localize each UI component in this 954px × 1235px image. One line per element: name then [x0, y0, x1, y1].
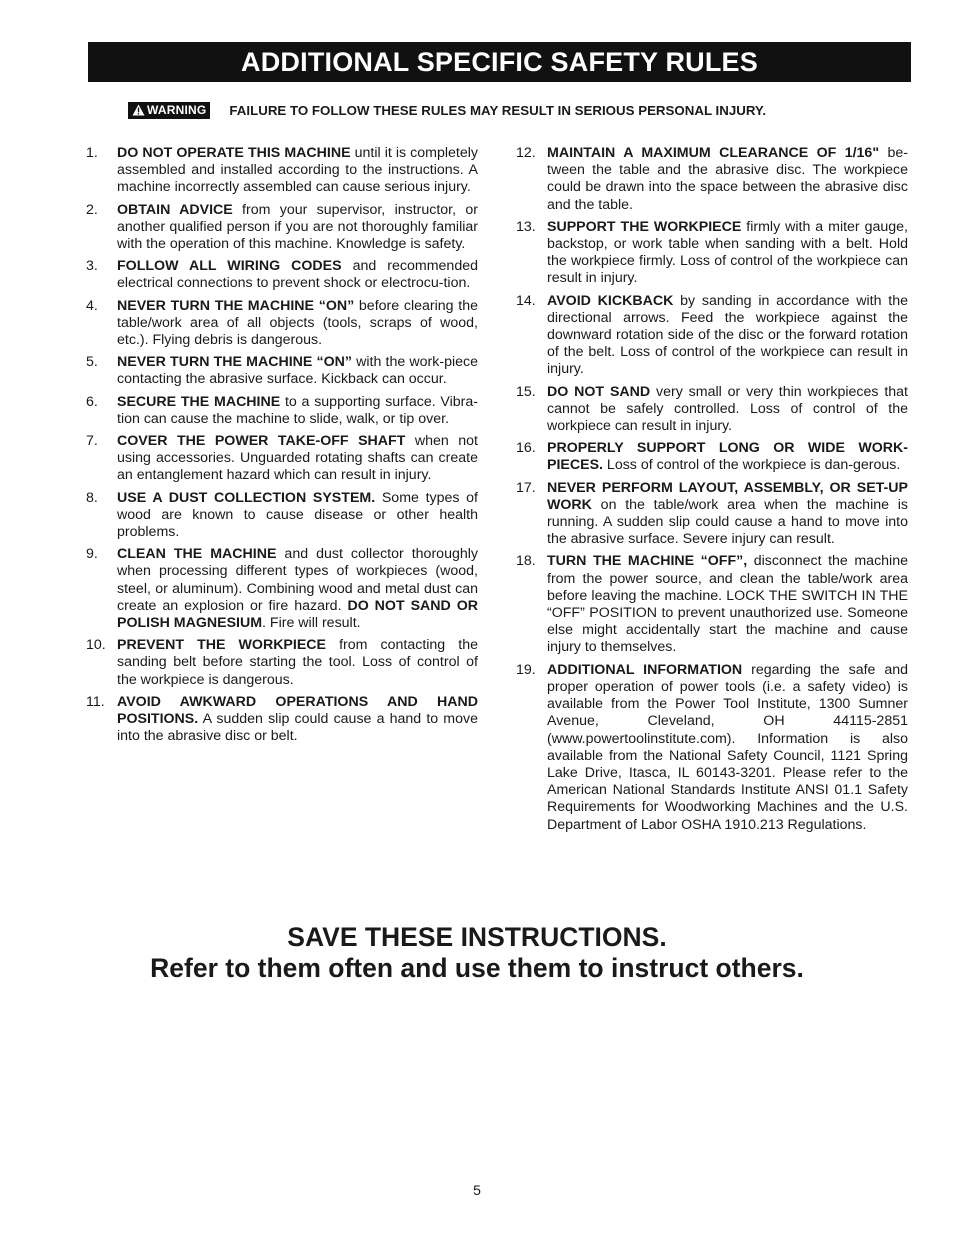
rules-column-right	[516, 145, 908, 839]
rule-body	[547, 553, 908, 656]
rule-text: when not using accessories. Unguarded rotating shafts can create an entanglement hazard which can result in injury.	[117, 433, 478, 484]
rule-item	[86, 490, 478, 542]
rule-lead: DO NOT OPERATE THIS MACHINE	[117, 145, 351, 161]
rule-number: 18.	[516, 553, 536, 570]
rule-lead: PROPERLY SUPPORT LONG OR WIDE WORK-PIECES.	[547, 440, 908, 474]
rule-text: A sudden slip could cause a hand to move into the abrasive disc or belt.	[117, 711, 478, 745]
rule-body	[117, 202, 478, 254]
rule-lead: FOLLOW ALL WIRING CODES	[117, 258, 342, 275]
rule-lead: NEVER TURN THE MACHINE “ON”	[117, 297, 355, 314]
rule-item	[516, 293, 908, 379]
rule-lead: NEVER PERFORM LAYOUT, ASSEMBLY, OR SET-UP WORK	[547, 479, 908, 513]
rule-body	[547, 219, 908, 288]
rule-item	[86, 145, 478, 197]
rule-body	[547, 384, 908, 436]
section-title: ADDITIONAL SPECIFIC SAFETY RULES	[241, 46, 758, 77]
rule-body	[117, 354, 478, 388]
rule-lead: COVER THE POWER TAKE-OFF SHAFT	[117, 433, 406, 450]
save-instructions-line-1: SAVE THESE INSTRUCTIONS.	[287, 922, 667, 952]
rule-number: 15.	[516, 383, 536, 400]
rule-text: from your supervisor, instructor, or another qualified person if you are not thoroughly familiar with the operation of this machine. Knowledge is safety.	[117, 201, 478, 253]
rule-body	[117, 490, 478, 542]
rule-lead: MAINTAIN A MAXIMUM CLEARANCE OF 1/16"	[547, 145, 880, 161]
rule-number: 1.	[86, 145, 98, 161]
rule-text: before clearing the table/work area of all objects (tools, scraps of wood, etc.). Flying debris is dangerous.	[117, 297, 478, 349]
rule-lead-secondary: DO NOT SAND OR POLISH MAGNESIUM	[117, 597, 478, 632]
rule-text: until it is completely assembled and installed according to the instructions. A machine incorrectly assembled can cause serious injury.	[117, 145, 478, 196]
rule-text: on the table/work area when the machine is running. A sudden slip could cause a hand to move into the abrasive surface. Severe injury can result.	[547, 496, 908, 548]
rule-body	[117, 394, 478, 428]
rule-item	[516, 662, 908, 834]
rule-text: from contacting the sanding belt before starting the tool. Loss of control of the workpiece is dangerous.	[117, 637, 478, 688]
rule-item	[86, 433, 478, 485]
rule-number: 13.	[516, 218, 536, 235]
rule-text: be-tween the table and the abrasive disc. The workpiece could be drawn into the space between the abrasive disc and the table.	[547, 145, 908, 213]
rules-list-right	[516, 145, 908, 834]
rule-text: regarding the safe and proper operation of power tools (i.e. a safety video) is available from the Power Tool Institute, 1300 Sumner Avenue, Cleveland, OH 44115-2851 (www.powertoolinstitute.com). Information is also available from the National Safety Council, 1121 Spring Lake Drive, Itasca, IL 60143-3201. Please refer to the American National Standards Institute ANSI 01.1 Safety Requirements for Woodworking Machines and the U.S. Department of Labor OSHA 1910.213 Regulations.	[547, 661, 909, 833]
warning-triangle-icon	[132, 104, 145, 116]
rule-lead: PREVENT THE WORKPIECE	[117, 637, 327, 654]
warning-row	[128, 100, 888, 120]
rule-item	[516, 219, 908, 288]
rule-text: with the work-piece contacting the abrasive surface. Kickback can occur.	[117, 354, 478, 388]
rule-text: very small or very thin workpieces that cannot be safely controlled. Loss of control of the workpiece can result in injury.	[547, 383, 908, 435]
rule-item	[86, 637, 478, 689]
rule-lead: AVOID KICKBACK	[547, 292, 674, 309]
rule-lead: OBTAIN ADVICE	[117, 201, 233, 218]
rule-text-secondary: . Fire will result.	[262, 615, 361, 632]
rule-number: 12.	[516, 145, 536, 161]
warning-badge-label: WARNING	[147, 103, 207, 117]
rule-text: Loss of control of the workpiece is dan-gerous.	[602, 457, 901, 474]
rule-body	[117, 546, 478, 632]
rule-text: and dust collector thoroughly when processing different types of workpieces (wood, steel, or aluminum). Combining wood and metal dust can create an explosion or fire hazard.	[117, 546, 478, 614]
rule-number: 17.	[516, 479, 536, 496]
rule-body	[547, 293, 908, 379]
rule-body	[117, 258, 478, 292]
rule-lead: DO NOT SAND	[547, 383, 651, 400]
rule-body	[117, 694, 478, 746]
rule-item	[86, 546, 478, 632]
rule-number: 19.	[516, 661, 536, 678]
page-number: 5	[473, 1182, 481, 1198]
rule-number: 4.	[86, 297, 98, 314]
rule-body	[547, 145, 908, 214]
rule-number: 16.	[516, 440, 536, 457]
rule-text: by sanding in accordance with the directional arrows. Feed the workpiece against the downward rotation side of the disc or the forward rotation of the belt. Loss of control of the workpiece can result in injury.	[547, 292, 908, 378]
rule-number: 6.	[86, 393, 98, 410]
rule-lead: NEVER TURN THE MACHINE “ON”	[117, 354, 352, 371]
rule-item	[86, 258, 478, 292]
rule-body	[117, 433, 478, 485]
save-instructions-line-2: Refer to them often and use them to instruct others.	[150, 953, 804, 983]
rule-item	[516, 553, 908, 656]
rule-item	[86, 354, 478, 388]
rule-text: firmly with a miter gauge, backstop, or work table when sanding with a belt. Hold the workpiece firmly. Loss of control of the workpiece can result in injury.	[547, 218, 908, 287]
rule-text: and recommended electrical connections to prevent shock or electrocu-tion.	[117, 258, 478, 292]
rule-body	[547, 440, 908, 474]
rule-body	[117, 298, 478, 350]
rules-column-left	[86, 145, 478, 751]
save-instructions	[0, 922, 954, 984]
rule-body	[547, 480, 908, 549]
rule-text: to a supporting surface. Vibra-tion can cause the machine to slide, walk, or tip over.	[117, 393, 478, 427]
rule-lead: SUPPORT THE WORKPIECE	[547, 218, 742, 235]
rule-number: 9.	[86, 546, 98, 563]
warning-badge	[128, 102, 210, 119]
rule-item	[516, 480, 908, 549]
rule-lead: CLEAN THE MACHINE	[117, 546, 277, 563]
rule-lead: AVOID AWKWARD OPERATIONS AND HAND POSITIONS.	[117, 693, 478, 728]
rule-item	[86, 202, 478, 254]
rule-number: 3.	[86, 258, 98, 275]
rule-text: disconnect the machine from the power source, and clean the table/work area before leaving the machine. LOCK THE SWITCH IN THE “OFF” POSITION to prevent unauthorized use. Someone else might accidentally start the machine and cause injury to themselves.	[547, 553, 908, 656]
rule-item	[86, 394, 478, 428]
rule-lead: TURN THE MACHINE “OFF”,	[547, 553, 748, 570]
rules-list-left	[86, 145, 478, 746]
rule-text: Some types of wood are known to cause disease or other health problems.	[117, 489, 478, 541]
section-title-bar	[88, 42, 911, 82]
rule-body	[547, 662, 908, 834]
rule-number: 8.	[86, 489, 98, 506]
rule-item	[86, 694, 478, 746]
rule-lead: USE A DUST COLLECTION SYSTEM.	[117, 489, 376, 506]
rule-number: 10.	[86, 637, 106, 654]
rule-number: 7.	[86, 433, 98, 450]
rule-number: 14.	[516, 292, 536, 309]
rule-item	[86, 298, 478, 350]
rule-item	[516, 440, 908, 474]
rule-body	[117, 637, 478, 689]
rule-item	[516, 145, 908, 214]
rule-lead: SECURE THE MACHINE	[117, 393, 281, 410]
rule-body	[117, 145, 478, 197]
rule-number: 11.	[86, 693, 105, 710]
rule-number: 2.	[86, 201, 98, 218]
rule-lead: ADDITIONAL INFORMATION	[547, 661, 743, 678]
rule-item	[516, 384, 908, 436]
rule-number: 5.	[86, 354, 98, 371]
warning-text: FAILURE TO FOLLOW THESE RULES MAY RESULT IN SERIOUS PERSONAL INJURY.	[229, 102, 767, 118]
